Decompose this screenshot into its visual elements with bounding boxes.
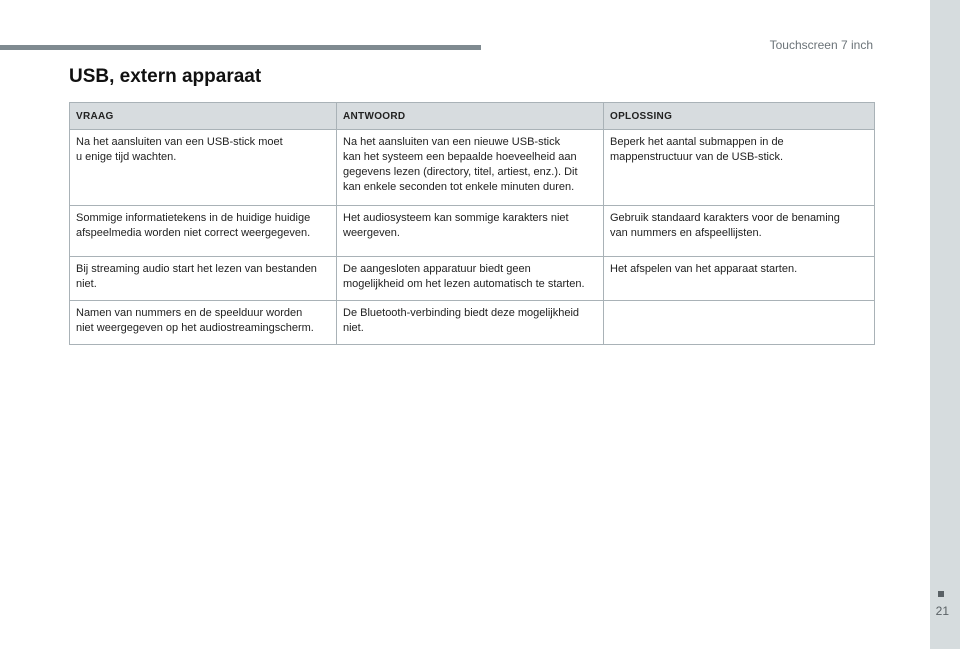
solution-cell: Gebruik standaard karakters voor de benaming van nummers en afspeellijsten.: [604, 206, 875, 257]
solution-cell: [604, 301, 875, 345]
table-row: [70, 257, 875, 301]
table-row: [70, 130, 875, 206]
table-row: [70, 301, 875, 345]
answer-cell: De Bluetooth-verbinding biedt deze mogelijkheid niet.: [337, 301, 604, 345]
column-header-solution: OPLOSSING: [604, 103, 875, 130]
answer-cell: Na het aansluiten van een nieuwe USB-stick kan het systeem een bepaalde hoeveelheid aan gegevens lezen (directory, titel, artiest, enz.). Dit kan enkele seconden tot enkele minuten duren.: [337, 130, 604, 206]
table-row: [70, 206, 875, 257]
question-cell: Bij streaming audio start het lezen van bestanden niet.: [70, 257, 337, 301]
answer-cell: Het audiosysteem kan sommige karakters niet weergeven.: [337, 206, 604, 257]
column-header-question: VRAAG: [70, 103, 337, 130]
answer-cell: De aangesloten apparatuur biedt geen mogelijkheid om het lezen automatisch te starten.: [337, 257, 604, 301]
question-cell: Sommige informatietekens in de huidige huidige afspeelmedia worden niet correct weergegeven.: [70, 206, 337, 257]
solution-cell: Beperk het aantal submappen in de mappenstructuur van de USB-stick.: [604, 130, 875, 206]
solution-cell: Het afspelen van het apparaat starten.: [604, 257, 875, 301]
section-label: Touchscreen 7 inch: [769, 38, 873, 52]
column-header-answer: ANTWOORD: [337, 103, 604, 130]
page-number: 21: [935, 604, 949, 618]
page-marker-icon: [938, 591, 944, 597]
question-cell: Namen van nummers en de speelduur worden niet weergegeven op het audiostreamingscherm.: [70, 301, 337, 345]
header-rule: [0, 45, 481, 50]
page-title: USB, extern apparaat: [69, 66, 262, 87]
table-header-row: [70, 103, 875, 130]
page-edge-strip: [930, 0, 960, 649]
question-cell: Na het aansluiten van een USB-stick moet u enige tijd wachten.: [70, 130, 337, 206]
faq-table: [69, 102, 875, 345]
